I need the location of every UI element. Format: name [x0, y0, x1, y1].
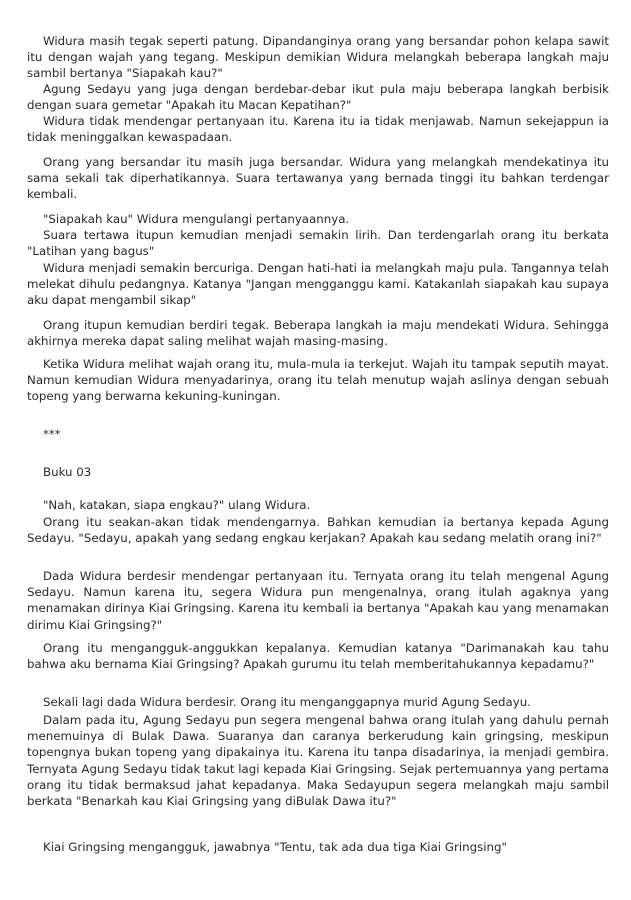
paragraph: "Siapakah kau" Widura mengulangi pertanyaannya.	[43, 212, 350, 226]
paragraph: Sekali lagi dada Widura berdesir. Orang itu menganggapnya murid Agung Sedayu.	[43, 695, 531, 709]
paragraph: Dalam pada itu, Agung Sedayu pun segera mengenal bahwa orang itulah yang dahulu pernah menemuinya di Bulak Dawa. Suaranya dan caranya berkerudung kain gringsing, meskipun topengnya bukan topeng yang dipakainya itu. Karena itu tanpa disadarinya, ia menjadi gembira. Ternyata Agung Sedayu tidak takut lagi kepada Kiai Gringsing. Sejak pertemuannya yang pertama orang itu tidak bermaksud jahat kepadanya. Maka Sedayupun segera melangkah maju sambil berkata "Benarkah kau Kiai Gringsing yang diBulak Dawa itu?"	[27, 713, 609, 809]
paragraph: Orang itupun kemudian berdiri tegak. Beberapa langkah ia maju mendekati Widura. Sehingga akhirnya mereka dapat saling melihat wajah masing-masing.	[27, 318, 609, 349]
paragraph: Orang yang bersandar itu masih juga bersandar. Widura yang melangkah mendekatinya itu sama sekali tak diperhatikannya. Suara tertawanya yang bernada tinggi itu bahkan terdengar kembali.	[27, 155, 609, 202]
paragraph: Kiai Gringsing mengangguk, jawabnya "Tentu, tak ada dua tiga Kiai Gringsing"	[43, 840, 507, 854]
paragraph: Widura masih tegak seperti patung. Dipandanginya orang yang bersandar pohon kelapa sawit itu dengan wajah yang tegang. Meskipun demikian Widura melangkah beberapa langkah maju sambil bertanya "Siapakah kau?"	[27, 34, 609, 81]
paragraph: Suara tertawa itupun kemudian menjadi semakin lirih. Dan terdengarlah orang itu berkata "Latihan yang bagus"	[27, 228, 609, 259]
paragraph: Orang itu mengangguk-anggukkan kepalanya. Kemudian katanya "Darimanakah kau tahu bahwa aku bernama Kiai Gringsing? Apakah gurumu itu telah memberitahukannya kepadamu?"	[27, 641, 609, 672]
section-separator: ***	[43, 427, 61, 441]
paragraph: Agung Sedayu yang juga dengan berdebar-debar ikut pula maju beberapa langkah berbisik dengan suara gemetar "Apakah itu Macan Kepatihan?"	[27, 82, 609, 113]
paragraph: Orang itu seakan-akan tidak mendengarnya. Bahkan kemudian ia bertanya kepada Agung Sedayu. "Sedayu, apakah yang sedang engkau kerjakan? Apakah kau sedang melatih orang ini?"	[27, 515, 609, 546]
paragraph: Dada Widura berdesir mendengar pertanyaan itu. Ternyata orang itu telah mengenal Agung Sedayu. Namun karena itu, segera Widura pun mengenalnya, orang itulah agaknya yang menamakan dirinya Kiai Gringsing. Karena itu kembali ia bertanya "Apakah kau yang menamakan dirimu Kiai Gringsing?"	[27, 569, 609, 632]
paragraph: "Nah, katakan, siapa engkau?" ulang Widura.	[43, 498, 311, 512]
paragraph: Widura menjadi semakin bercuriga. Dengan hati-hati ia melangkah maju pula. Tangannya telah melekat dihulu pedangnya. Katanya "Jangan mengganggu kami. Katakanlah siapakah kau supaya aku dapat mengambil sikap"	[27, 261, 609, 308]
chapter-heading: Buku 03	[43, 465, 92, 479]
paragraph: Ketika Widura melihat wajah orang itu, mula-mula ia terkejut. Wajah itu tampak seputih mayat. Namun kemudian Widura menyadarinya, orang itu telah menutup wajah aslinya dengan sebuah topeng yang berwarna kekuning-kuningan.	[27, 357, 609, 404]
paragraph: Widura tidak mendengar pertanyaan itu. Karena itu ia tidak menjawab. Namun sekejappun ia tidak meninggalkan kewaspadaan.	[27, 114, 609, 145]
